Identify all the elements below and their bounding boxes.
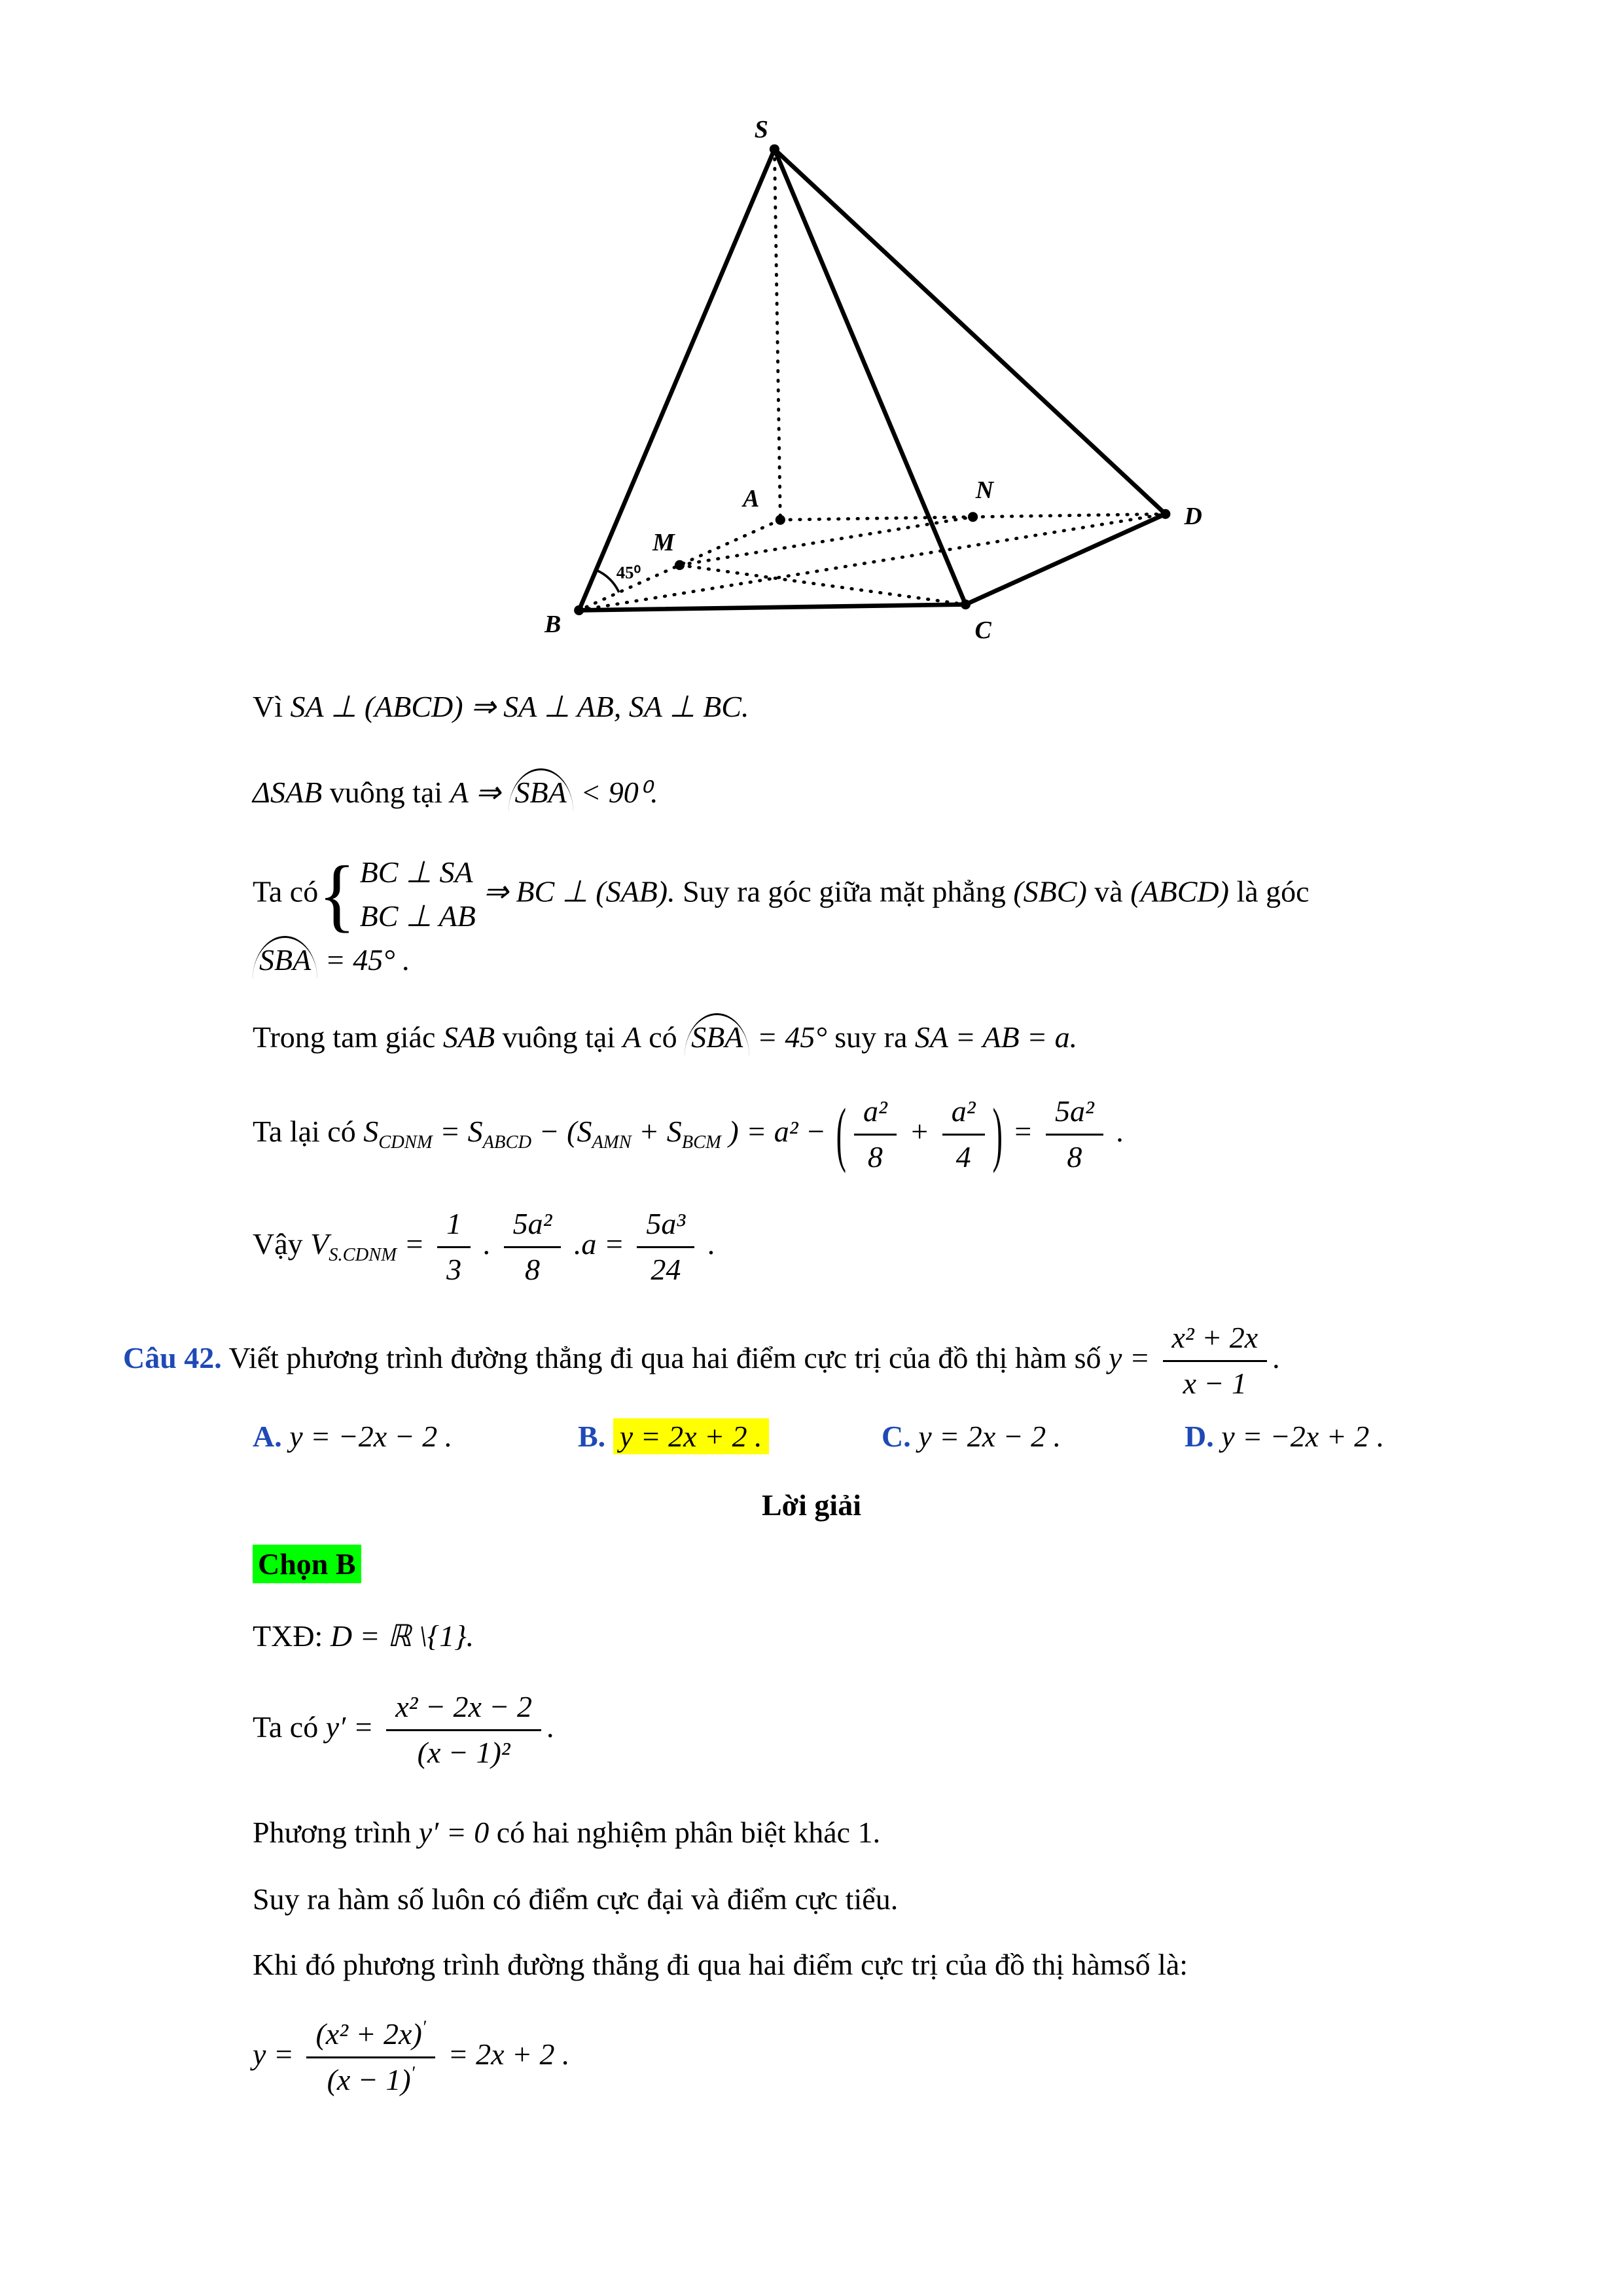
frac-den: 8 <box>1067 1139 1082 1174</box>
math: .a = <box>573 1227 624 1261</box>
system-brace: { <box>318 848 356 941</box>
text: vuông tại <box>502 1020 616 1054</box>
math: y = <box>253 2037 294 2071</box>
text: Ta lại có <box>253 1114 356 1148</box>
frac-den: 3 <box>446 1252 462 1286</box>
domain-line <box>253 1617 474 1656</box>
solution-line-6 <box>253 1093 1124 1176</box>
answer-c <box>882 1417 1061 1456</box>
fraction <box>386 1689 541 1772</box>
math-area-symbol: = $S_{ABCD}$ <box>440 1114 532 1153</box>
solution-line-1 <box>253 687 749 726</box>
text: . <box>546 1710 554 1744</box>
label-s: S <box>754 117 768 144</box>
angle-arc <box>596 570 619 592</box>
math: < 90⁰. <box>580 776 658 809</box>
math: D = ℝ \{1}. <box>330 1619 474 1653</box>
system-row: BC ⊥ AB <box>359 899 476 933</box>
text: có hai nghiệm phân biệt khác 1. <box>496 1816 881 1849</box>
math: . <box>483 1227 491 1261</box>
text: Khi đó phương trình đường thẳng đi qua hai điểm cực trị của đồ thị hàmsố là: <box>253 1948 1188 1981</box>
text: Suy ra góc giữa mặt phẳng <box>683 874 1006 908</box>
math: ⇒ BC ⊥ (SAB). <box>483 874 675 908</box>
fraction <box>637 1206 694 1289</box>
big-paren-right: ) <box>992 1094 1003 1174</box>
solution-line-2 <box>253 768 658 812</box>
label-b: B <box>544 610 562 638</box>
frac-num: (x² + 2x)′ <box>306 2016 435 2058</box>
pyramid-figure <box>524 117 1224 664</box>
text: vuông tại <box>329 776 443 809</box>
label-m: M <box>652 529 675 557</box>
angle-label: 45⁰ <box>616 562 641 583</box>
math: ΔSAB <box>253 776 323 809</box>
frac-num: x² + 2x <box>1163 1319 1268 1362</box>
equation-system <box>360 851 476 938</box>
fraction <box>437 1206 471 1289</box>
frac-den: 24 <box>651 1252 681 1286</box>
extrema-line <box>253 1880 898 1919</box>
frac-num: x² − 2x − 2 <box>386 1689 541 1731</box>
math: A ⇒ <box>450 776 501 809</box>
text: . <box>1116 1114 1124 1148</box>
roots-line <box>253 1813 880 1852</box>
label-a: A <box>743 485 760 513</box>
text: Suy ra hàm số luôn có điểm cực đại và điểm cực tiểu. <box>253 1882 899 1916</box>
label-d: D <box>1184 502 1202 530</box>
solution-line-7 <box>253 1206 715 1289</box>
answer-a-label: A. <box>253 1420 282 1453</box>
math: y′ = <box>325 1710 374 1744</box>
answer-a-math: y = −2x − 2 . <box>289 1420 453 1453</box>
math: SA = AB = a. <box>914 1020 1078 1054</box>
big-paren-left: ( <box>836 1094 846 1174</box>
math: = 2x + 2 . <box>448 2037 570 2071</box>
frac-num: 1 <box>437 1206 471 1248</box>
math: y′ = 0 <box>418 1816 490 1849</box>
frac-den: 8 <box>524 1252 540 1286</box>
answer-d-math: y = −2x + 2 . <box>1221 1420 1385 1453</box>
frac-den: x − 1 <box>1183 1366 1247 1400</box>
question-number: Câu 42. <box>123 1340 222 1374</box>
answer-d-label: D. <box>1185 1420 1214 1453</box>
answer-b-label: B. <box>578 1420 606 1453</box>
math-area-symbol: − ($S_{AMN}$ <box>539 1114 632 1153</box>
math: = <box>1012 1114 1033 1148</box>
math-area-symbol: + $S_{BCM}$ <box>639 1114 721 1153</box>
answer-b-math: y = 2x + 2 . <box>613 1418 769 1454</box>
frac-num: 5a² <box>1046 1093 1103 1136</box>
math: (SBC) <box>1013 874 1087 908</box>
math: A <box>622 1020 641 1054</box>
math: = 45° . <box>325 943 410 977</box>
math: = 45° <box>757 1020 827 1054</box>
frac-num: 5a³ <box>637 1206 694 1248</box>
fraction <box>854 1093 897 1176</box>
frac-den: 8 <box>867 1139 883 1174</box>
text: Trong tam giác <box>253 1020 436 1054</box>
text: . <box>1272 1340 1280 1374</box>
text: là góc <box>1236 874 1310 908</box>
math-volume-symbol: $V_{S.CDNM}$ <box>310 1227 397 1266</box>
frac-num: a² <box>854 1093 897 1136</box>
math: SAB <box>442 1020 495 1054</box>
question-text: Viết phương trình đường thẳng đi qua hai điểm cực trị của đồ thị hàm số <box>228 1340 1101 1374</box>
text: Ta có <box>253 1710 319 1744</box>
math: y = <box>1109 1340 1150 1374</box>
text: Vì <box>253 690 283 723</box>
math: + <box>909 1114 930 1148</box>
system-row: BC ⊥ SA <box>359 855 473 889</box>
math-area-symbol: $S_{CDNM}$ <box>363 1114 433 1153</box>
solution-heading <box>0 1486 1623 1525</box>
final-equation-line <box>253 2016 570 2099</box>
fraction <box>1163 1319 1268 1403</box>
fraction <box>1046 1093 1103 1176</box>
text: Phương trình <box>253 1816 412 1849</box>
math: SA ⊥ (ABCD) ⇒ SA ⊥ AB, SA ⊥ BC. <box>290 690 749 723</box>
label-c: C <box>974 616 991 644</box>
derivative-line <box>253 1689 554 1772</box>
answer-b <box>578 1417 769 1456</box>
text: có <box>649 1020 677 1054</box>
solution-line-4 <box>253 936 410 980</box>
frac-den: (x − 1)² <box>417 1735 510 1769</box>
frac-den: 4 <box>955 1139 971 1174</box>
answer-c-label: C. <box>882 1420 911 1453</box>
question-42 <box>123 1319 1280 1403</box>
text: suy ra <box>834 1020 908 1054</box>
angle-hat-math: SBA <box>685 1013 749 1057</box>
text: và <box>1094 874 1123 908</box>
angle-hat-math: SBA <box>508 768 573 812</box>
frac-den: (x − 1)′ <box>327 2062 415 2096</box>
pyramid-svg <box>524 117 1224 657</box>
math: (ABCD) <box>1130 874 1229 908</box>
frac-num: a² <box>942 1093 985 1136</box>
conclusion-intro-line <box>253 1945 1188 1984</box>
solution-heading-text: Lời giải <box>762 1488 861 1522</box>
answer-d <box>1185 1417 1384 1456</box>
label-n: N <box>975 476 994 504</box>
frac-num: 5a² <box>504 1206 562 1248</box>
text: . <box>707 1227 715 1261</box>
chosen-answer <box>253 1545 361 1584</box>
solution-line-5 <box>253 1013 1077 1057</box>
text: Vậy <box>253 1227 303 1261</box>
answer-c-math: y = 2x − 2 . <box>918 1420 1061 1453</box>
chosen-answer-text: Chọn B <box>253 1545 361 1583</box>
angle-hat-math: SBA <box>253 936 317 980</box>
text: TXĐ: <box>253 1619 323 1653</box>
solution-line-3 <box>253 848 1310 941</box>
math: = <box>404 1227 425 1261</box>
text: Ta có <box>253 874 319 908</box>
fraction <box>942 1093 985 1176</box>
fraction <box>504 1206 562 1289</box>
math: ) = a² − <box>728 1114 827 1148</box>
answer-a <box>253 1417 452 1456</box>
fraction <box>306 2016 435 2099</box>
